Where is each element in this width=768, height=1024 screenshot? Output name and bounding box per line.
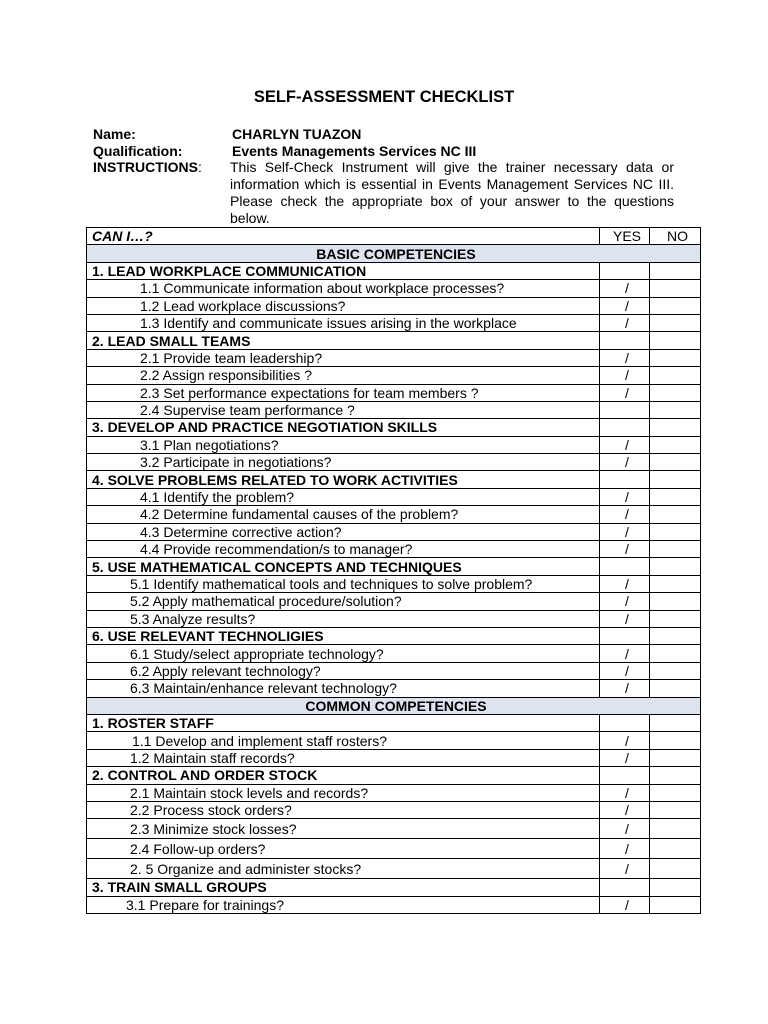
- checklist-question: 1.1 Develop and implement staff rosters?: [87, 732, 600, 749]
- name-label: Name:: [93, 126, 136, 142]
- yes-checkbox-cell[interactable]: /: [600, 645, 650, 662]
- category-row: [87, 419, 701, 436]
- yes-checkbox-cell[interactable]: /: [600, 575, 650, 592]
- yes-checkbox-cell[interactable]: /: [600, 523, 650, 540]
- checklist-question: 3.2 Participate in negotiations?: [87, 454, 600, 471]
- checklist-item-row: [87, 506, 701, 523]
- category-label: 2. LEAD SMALL TEAMS: [87, 332, 600, 349]
- no-checkbox-cell[interactable]: [650, 384, 701, 401]
- section-header: COMMON COMPETENCIES: [87, 697, 701, 714]
- checklist-item-row: [87, 488, 701, 505]
- checklist-question: 2.3 Set performance expectations for team members ?: [87, 384, 600, 401]
- no-checkbox-cell[interactable]: [650, 859, 701, 879]
- no-checkbox-cell[interactable]: [650, 349, 701, 366]
- checklist-item-row: [87, 297, 701, 314]
- category-label: 4. SOLVE PROBLEMS RELATED TO WORK ACTIVITIES: [87, 471, 600, 488]
- no-checkbox-cell[interactable]: [650, 819, 701, 839]
- yes-checkbox-cell[interactable]: /: [600, 593, 650, 610]
- checklist-item-row: [87, 593, 701, 610]
- checklist-item-row: [87, 541, 701, 558]
- no-checkbox-cell[interactable]: [650, 367, 701, 384]
- section-header: BASIC COMPETENCIES: [87, 245, 701, 262]
- section-header-row: [87, 245, 701, 262]
- checklist-item-row: [87, 575, 701, 592]
- no-checkbox-cell[interactable]: [650, 645, 701, 662]
- no-checkbox-cell[interactable]: [650, 523, 701, 540]
- name-value: CHARLYN TUAZON: [232, 126, 362, 142]
- yes-checkbox-cell: [600, 558, 650, 575]
- checklist-question: 6.3 Maintain/enhance relevant technology?: [87, 680, 600, 697]
- yes-checkbox-cell: [600, 879, 650, 896]
- no-checkbox-cell[interactable]: [650, 436, 701, 453]
- checklist-item-row: [87, 384, 701, 401]
- category-label: 6. USE RELEVANT TECHNOLIGIES: [87, 627, 600, 644]
- checklist-item-row: [87, 349, 701, 366]
- yes-checkbox-cell: [600, 471, 650, 488]
- checklist-item-row: [87, 436, 701, 453]
- yes-checkbox-cell[interactable]: /: [600, 314, 650, 331]
- column-header-question: CAN I…?: [87, 228, 600, 245]
- no-checkbox-cell[interactable]: [650, 749, 701, 766]
- no-checkbox-cell[interactable]: [650, 541, 701, 558]
- yes-checkbox-cell[interactable]: /: [600, 297, 650, 314]
- checklist-item-row: [87, 749, 701, 766]
- qualification-value: Events Managements Services NC III: [232, 143, 477, 159]
- instructions-label-text: INSTRUCTIONS: [93, 159, 198, 175]
- checklist-question: 2.4 Supervise team performance ?: [87, 401, 600, 418]
- no-checkbox-cell[interactable]: [650, 896, 701, 913]
- checklist-question: 4.4 Provide recommendation/s to manager?: [87, 541, 600, 558]
- category-label: 3. TRAIN SMALL GROUPS: [87, 879, 600, 896]
- checklist-question: 4.3 Determine corrective action?: [87, 523, 600, 540]
- no-checkbox-cell[interactable]: [650, 593, 701, 610]
- category-row: [87, 879, 701, 896]
- checklist-question: 2.2 Assign responsibilities ?: [87, 367, 600, 384]
- checklist-item-row: [87, 523, 701, 540]
- yes-checkbox-cell[interactable]: /: [600, 454, 650, 471]
- yes-checkbox-cell[interactable]: /: [600, 367, 650, 384]
- no-checkbox-cell[interactable]: [650, 662, 701, 679]
- checklist-question: 2.4 Follow-up orders?: [87, 839, 600, 859]
- no-checkbox-cell[interactable]: [650, 732, 701, 749]
- no-checkbox-cell[interactable]: [650, 506, 701, 523]
- checklist-question: 2.2 Process stock orders?: [87, 801, 600, 818]
- yes-checkbox-cell[interactable]: /: [600, 859, 650, 879]
- no-checkbox-cell: [650, 471, 701, 488]
- checklist-item-row: [87, 819, 701, 839]
- checklist-table: [86, 227, 701, 914]
- checklist-item-row: [87, 645, 701, 662]
- no-checkbox-cell[interactable]: [650, 454, 701, 471]
- checklist-item-row: [87, 662, 701, 679]
- category-label: 1. LEAD WORKPLACE COMMUNICATION: [87, 262, 600, 279]
- no-checkbox-cell[interactable]: [650, 488, 701, 505]
- column-header-yes: YES: [600, 228, 650, 245]
- instructions-colon: :: [198, 159, 202, 175]
- yes-checkbox-cell: [600, 262, 650, 279]
- yes-checkbox-cell[interactable]: /: [600, 801, 650, 818]
- checklist-question: 2.3 Minimize stock losses?: [87, 819, 600, 839]
- category-label: 2. CONTROL AND ORDER STOCK: [87, 767, 600, 784]
- no-checkbox-cell[interactable]: [650, 610, 701, 627]
- checklist-item-row: [87, 732, 701, 749]
- checklist-question: 5.1 Identify mathematical tools and techniques to solve problem?: [87, 575, 600, 592]
- yes-checkbox-cell[interactable]: /: [600, 280, 650, 297]
- category-row: [87, 471, 701, 488]
- checklist-item-row: [87, 314, 701, 331]
- category-label: 3. DEVELOP AND PRACTICE NEGOTIATION SKILLS: [87, 419, 600, 436]
- column-header-no: NO: [650, 228, 701, 245]
- checklist-body: [87, 228, 701, 914]
- yes-checkbox-cell[interactable]: /: [600, 819, 650, 839]
- checklist-question: 1.2 Maintain staff records?: [87, 749, 600, 766]
- yes-checkbox-cell[interactable]: /: [600, 839, 650, 859]
- yes-checkbox-cell[interactable]: /: [600, 349, 650, 366]
- no-checkbox-cell: [650, 262, 701, 279]
- category-row: [87, 627, 701, 644]
- yes-checkbox-cell: [600, 332, 650, 349]
- no-checkbox-cell[interactable]: [650, 401, 701, 418]
- checklist-question: 2.1 Provide team leadership?: [87, 349, 600, 366]
- no-checkbox-cell: [650, 332, 701, 349]
- checklist-question: 5.2 Apply mathematical procedure/solution?: [87, 593, 600, 610]
- no-checkbox-cell: [650, 879, 701, 896]
- no-checkbox-cell[interactable]: [650, 280, 701, 297]
- yes-checkbox-cell[interactable]: /: [600, 784, 650, 801]
- no-checkbox-cell[interactable]: [650, 297, 701, 314]
- yes-checkbox-cell[interactable]: /: [600, 610, 650, 627]
- yes-checkbox-cell[interactable]: /: [600, 506, 650, 523]
- yes-checkbox-cell[interactable]: /: [600, 732, 650, 749]
- category-row: [87, 767, 701, 784]
- category-row: [87, 558, 701, 575]
- checklist-question: 5.3 Analyze results?: [87, 610, 600, 627]
- yes-checkbox-cell[interactable]: /: [600, 541, 650, 558]
- no-checkbox-cell: [650, 714, 701, 731]
- no-checkbox-cell[interactable]: [650, 575, 701, 592]
- no-checkbox-cell: [650, 558, 701, 575]
- no-checkbox-cell: [650, 627, 701, 644]
- category-row: [87, 714, 701, 731]
- yes-checkbox-cell[interactable]: /: [600, 662, 650, 679]
- no-checkbox-cell[interactable]: [650, 784, 701, 801]
- no-checkbox-cell[interactable]: [650, 801, 701, 818]
- checklist-question: 2.1 Maintain stock levels and records?: [87, 784, 600, 801]
- no-checkbox-cell[interactable]: [650, 680, 701, 697]
- checklist-question: 4.1 Identify the problem?: [87, 488, 600, 505]
- instructions-label: [93, 159, 202, 176]
- yes-checkbox-cell[interactable]: /: [600, 896, 650, 913]
- yes-checkbox-cell: [600, 767, 650, 784]
- no-checkbox-cell: [650, 767, 701, 784]
- checklist-question: 1.2 Lead workplace discussions?: [87, 297, 600, 314]
- header-row: [87, 228, 701, 245]
- checklist-item-row: [87, 839, 701, 859]
- checklist-item-row: [87, 896, 701, 913]
- no-checkbox-cell: [650, 419, 701, 436]
- checklist-item-row: [87, 680, 701, 697]
- checklist-question: 2. 5 Organize and administer stocks?: [87, 859, 600, 879]
- yes-checkbox-cell[interactable]: /: [600, 436, 650, 453]
- yes-checkbox-cell: [600, 714, 650, 731]
- yes-checkbox-cell[interactable]: /: [600, 749, 650, 766]
- checklist-item-row: [87, 610, 701, 627]
- checklist-item-row: [87, 784, 701, 801]
- checklist-item-row: [87, 367, 701, 384]
- yes-checkbox-cell: [600, 627, 650, 644]
- checklist-question: 6.1 Study/select appropriate technology?: [87, 645, 600, 662]
- checklist-question: 6.2 Apply relevant technology?: [87, 662, 600, 679]
- no-checkbox-cell[interactable]: [650, 314, 701, 331]
- yes-checkbox-cell[interactable]: /: [600, 680, 650, 697]
- section-header-row: [87, 697, 701, 714]
- yes-checkbox-cell: [600, 419, 650, 436]
- yes-checkbox-cell[interactable]: /: [600, 384, 650, 401]
- checklist-item-row: [87, 801, 701, 818]
- checklist-question: 3.1 Plan negotiations?: [87, 436, 600, 453]
- checklist-question: 1.3 Identify and communicate issues arising in the workplace: [87, 314, 600, 331]
- category-label: 5. USE MATHEMATICAL CONCEPTS AND TECHNIQUES: [87, 558, 600, 575]
- checklist-item-row: [87, 280, 701, 297]
- checklist-question: 3.1 Prepare for trainings?: [87, 896, 600, 913]
- category-label: 1. ROSTER STAFF: [87, 714, 600, 731]
- no-checkbox-cell[interactable]: [650, 839, 701, 859]
- qualification-label: Qualification:: [93, 143, 183, 159]
- checklist-item-row: [87, 859, 701, 879]
- checklist-question: 4.2 Determine fundamental causes of the problem?: [87, 506, 600, 523]
- checklist-question: 1.1 Communicate information about workplace processes?: [87, 280, 600, 297]
- category-row: [87, 332, 701, 349]
- category-row: [87, 262, 701, 279]
- yes-checkbox-cell[interactable]: /: [600, 488, 650, 505]
- instructions-text: This Self-Check Instrument will give the trainer necessary data or information which is essential in Events Management Services NC III. Please check the appropriate box of your answer to the questions below.: [230, 159, 674, 226]
- checklist-item-row: [87, 401, 701, 418]
- checklist-item-row: [87, 454, 701, 471]
- document-title: SELF-ASSESSMENT CHECKLIST: [253, 88, 515, 106]
- yes-checkbox-cell[interactable]: [600, 401, 650, 418]
